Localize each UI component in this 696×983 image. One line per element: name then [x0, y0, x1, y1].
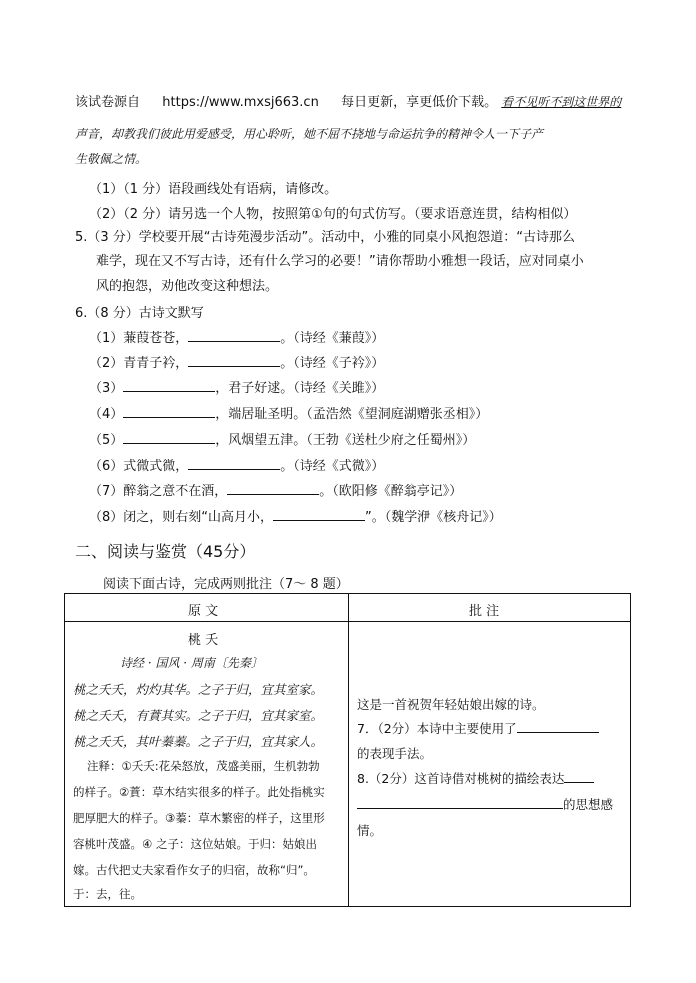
q4-sub-1: （1）（1 分）语段画线处有语病，请修改。	[89, 182, 338, 197]
q6-item-5	[89, 429, 475, 448]
answer-blank[interactable]	[188, 329, 280, 342]
q6-item-6	[89, 455, 384, 474]
q5-line-3: 风的抱怨，劝他改变这种想法。	[96, 279, 279, 294]
q7-end: 的表现手法。	[357, 746, 433, 761]
q5-line-2: 难学，现在又不写古诗，还有什么学习的必要！”请你帮助小雅想一段话，应对同桌小	[96, 254, 584, 269]
col-header-annotation: 批 注	[469, 604, 500, 619]
poem-line: 桃之夭夭，有蕡其实。之子于归，宜其家室。	[73, 708, 324, 723]
q8-prompt: 8.（2分）这首诗借对桃树的描绘表达	[357, 771, 565, 786]
section-2-title: 二、阅读与鉴赏（45分）	[75, 542, 256, 561]
answer-blank[interactable]	[188, 354, 280, 367]
note-line: 的样子。②蕡：草木结实很多的样子。此处指桃实	[73, 785, 325, 799]
q6-item-2	[89, 352, 384, 371]
q6-item-1-pre: （1）蒹葭苍苍，	[89, 331, 189, 346]
answer-blank[interactable]	[564, 770, 594, 783]
source-prefix: 该试卷源自	[75, 95, 141, 110]
answer-blank[interactable]	[123, 431, 215, 444]
note-line: 注释：①夭夭:花朵怒放，茂盛美丽，生机勃勃	[87, 759, 320, 773]
q6-item-7	[89, 480, 462, 499]
answer-blank[interactable]	[227, 482, 319, 495]
section-2-instruction: 阅读下面古诗，完成两则批注（7～ 8 题）	[103, 577, 349, 592]
q7-prompt: 7．（2分）本诗中主要使用了	[357, 721, 517, 736]
q6-item-4	[89, 403, 488, 422]
poem-line: 桃之夭夭，其叶蓁蓁。之子于归，宜其家人。	[73, 734, 324, 749]
q6-item-4-post: ，端居耻圣明。（孟浩然《望洞庭湖赠张丞相》）	[215, 407, 489, 422]
q8-line	[357, 769, 594, 787]
q6-item-2-post: 。（诗经《子衿》）	[280, 356, 385, 371]
q6-item-3-post: ，君子好逑。（诗经《关雎》）	[215, 381, 385, 396]
q6-item-1-post: 。（诗经《蒹葭》）	[280, 331, 385, 346]
source-url[interactable]: https://www.mxsj663.cn	[162, 95, 319, 110]
continuation-line-2: 声音，却教我们彼此用爱感受，用心聆听，她不屈不挠地与命运抗争的精神令人一下子产	[75, 127, 544, 141]
q6-item-8-post: ”。（魏学洢《核舟记》）	[365, 510, 502, 525]
note-line: 嫁。古代把丈夫家看作女子的归宿，故称“归”。	[73, 863, 315, 877]
poem-title: 桃 夭	[188, 633, 219, 648]
slogan: 每日更新，享更低价下载。	[341, 95, 498, 110]
answer-blank[interactable]	[517, 720, 599, 733]
q6-title: 6.（8 分）古诗文默写	[75, 306, 204, 321]
q6-item-3-pre: （3）	[89, 381, 124, 396]
q6-item-8-pre: （8）闭之，则右刻“山高月小，	[89, 510, 274, 525]
q6-item-7-pre: （7）醉翁之意不在酒，	[89, 484, 228, 499]
poem-line: 桃之夭夭，灼灼其华。之子于归，宜其室家。	[73, 682, 324, 697]
q6-item-3	[89, 377, 384, 396]
answer-blank[interactable]	[188, 457, 280, 470]
poem-annotation-table	[64, 593, 631, 907]
q6-item-7-post: 。（欧阳修《醉翁亭记》）	[319, 484, 463, 499]
q6-item-6-post: 。（诗经《式微》）	[280, 459, 385, 474]
q6-item-6-pre: （6）式微式微，	[89, 459, 189, 474]
q6-item-4-pre: （4）	[89, 407, 124, 422]
answer-blank[interactable]	[123, 379, 215, 392]
q6-item-5-post: ，风烟望五津。（王勃《送杜少府之任蜀州》）	[215, 433, 476, 448]
q7-line	[357, 719, 599, 737]
table-column-divider	[348, 594, 349, 906]
continuation-line-3: 生敬佩之情。	[75, 152, 148, 166]
underlined-continuation: 看不见听不到这世界的	[501, 95, 622, 109]
poem-source: 诗经 · 国风 · 周南〔先秦〕	[120, 656, 263, 670]
answer-blank[interactable]	[273, 508, 365, 521]
q6-item-1	[89, 327, 384, 346]
answer-blank[interactable]	[123, 405, 215, 418]
q8-end: 情。	[357, 823, 383, 838]
q6-item-5-pre: （5）	[89, 433, 124, 448]
comment-intro: 这是一首祝贺年轻姑娘出嫁的诗。	[357, 697, 545, 712]
q8-mid: 的思想感	[563, 797, 614, 812]
q6-item-2-pre: （2）青青子衿，	[89, 356, 189, 371]
col-header-original: 原 文	[188, 604, 219, 619]
header-line	[75, 91, 621, 110]
q6-item-8	[89, 506, 502, 525]
note-line: 容桃叶茂盛。④ 之子：这位姑娘。于归：姑娘出	[73, 837, 317, 851]
table-header-divider	[65, 621, 630, 622]
note-line: 肥厚肥大的样子。③蓁：草木繁密的样子，这里形	[73, 811, 325, 825]
q4-sub-2: （2）（2 分）请另选一个人物，按照第①句的句式仿写。（要求语意连贯，结构相似）	[89, 207, 577, 222]
q5-line-1: 5.（3 分）学校要开展“古诗苑漫步活动”。活动中，小雅的同桌小风抱怨道：“古诗那么	[75, 230, 576, 245]
note-line: 于：去，往。	[73, 887, 142, 901]
answer-blank[interactable]	[357, 796, 563, 809]
q8-line-2	[357, 795, 613, 813]
